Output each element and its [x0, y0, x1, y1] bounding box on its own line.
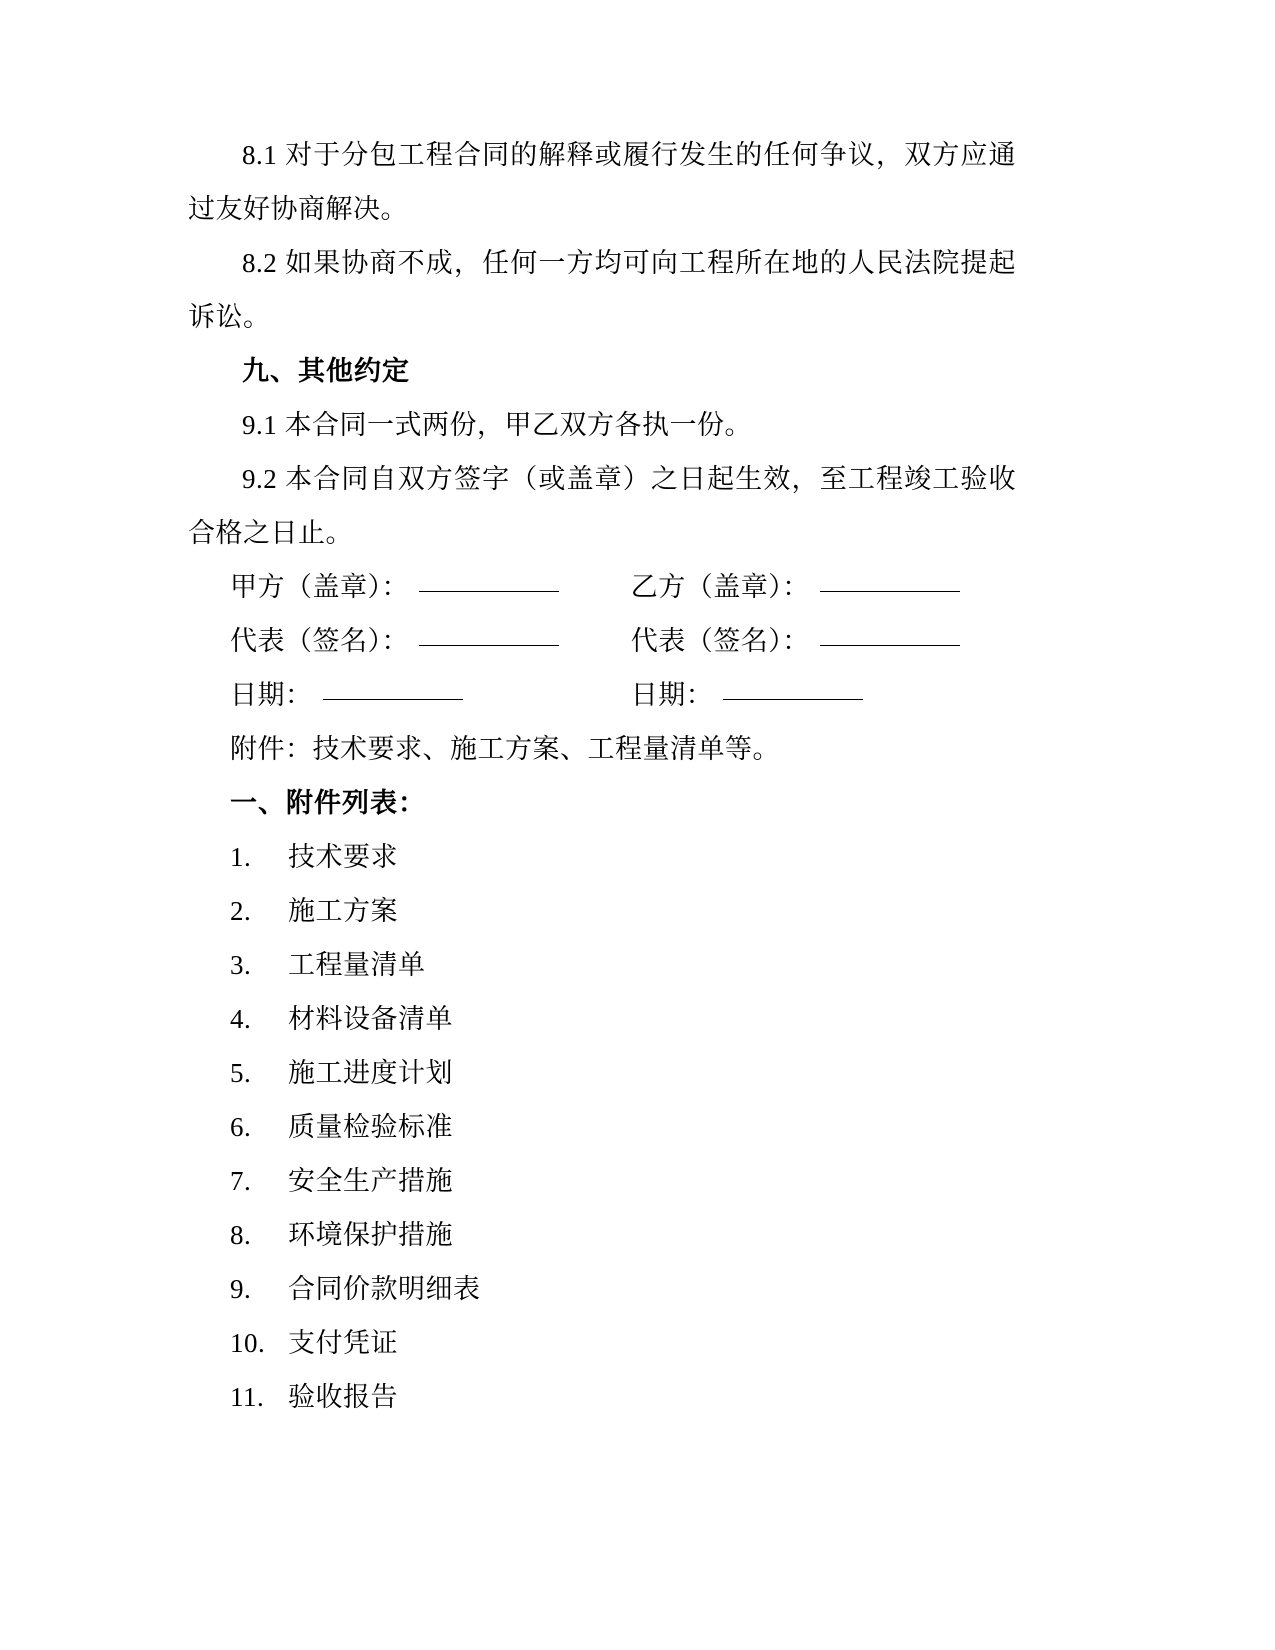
signature-row-date [188, 668, 1016, 722]
list-item-label: 技术要求 [288, 842, 398, 872]
list-item-number: 9. [230, 1274, 252, 1304]
list-item-number: 5. [230, 1058, 252, 1088]
party-a-seal-label: 甲方（盖章）： [230, 572, 409, 602]
list-item-label: 材料设备清单 [288, 1004, 453, 1034]
list-item-number: 6. [230, 1112, 252, 1142]
list-item-number: 7. [230, 1166, 252, 1196]
attachment-list-heading: 一、附件列表： [230, 788, 426, 818]
attachment-note: 附件：技术要求、施工方案、工程量清单等。 [230, 734, 780, 764]
list-item [188, 1100, 1016, 1154]
signature-row-representative [188, 614, 1016, 668]
paragraph-clause-8-2: 8.2 如果协商不成，任何一方均可向工程所在地的人民法院提起诉讼。 [188, 248, 1016, 332]
party-b-date-blank[interactable] [723, 698, 863, 700]
party-a-date-blank[interactable] [323, 698, 463, 700]
signature-block [188, 560, 1016, 722]
party-a-date-field [230, 668, 631, 722]
list-item-number: 11. [230, 1382, 265, 1412]
list-item [188, 1370, 1016, 1424]
paragraph-clause-8-1: 8.1 对于分包工程合同的解释或履行发生的任何争议，双方应通过友好协商解决。 [188, 140, 1016, 224]
party-b-representative-field [631, 614, 1016, 668]
list-item [188, 1262, 1016, 1316]
list-item [188, 1154, 1016, 1208]
list-item-number: 8. [230, 1220, 252, 1250]
list-item [188, 1046, 1016, 1100]
paragraph-clause-9-1: 9.1 本合同一式两份，甲乙双方各执一份。 [242, 410, 752, 440]
list-item-label: 安全生产措施 [288, 1166, 453, 1196]
list-item-label: 环境保护措施 [288, 1220, 453, 1250]
document-body [188, 128, 1016, 1424]
party-a-representative-field [230, 614, 631, 668]
list-item [188, 830, 1016, 884]
list-item [188, 884, 1016, 938]
list-item-number: 2. [230, 896, 252, 926]
section-heading-other-terms: 九、其他约定 [242, 356, 410, 386]
party-a-date-label: 日期： [230, 680, 313, 710]
list-item [188, 992, 1016, 1046]
party-b-date-label: 日期： [630, 680, 714, 710]
list-item-label: 施工方案 [288, 896, 398, 926]
attachment-list [188, 830, 1016, 1424]
list-item [188, 938, 1016, 992]
paragraph-clause-9-2: 9.2 本合同自双方签字（或盖章）之日起生效，至工程竣工验收合格之日止。 [188, 464, 1016, 548]
party-b-representative-blank[interactable] [820, 644, 960, 646]
party-b-representative-label: 代表（签名）： [630, 626, 810, 656]
party-a-seal-blank[interactable] [419, 590, 559, 592]
list-item-number: 1. [230, 842, 252, 872]
party-b-seal-field [631, 560, 1016, 614]
list-item-number: 4. [230, 1004, 252, 1034]
party-b-seal-label: 乙方（盖章）： [630, 572, 810, 602]
list-item-label: 支付凭证 [288, 1328, 398, 1358]
list-item-label: 合同价款明细表 [288, 1274, 481, 1304]
party-a-representative-label: 代表（签名）： [230, 626, 409, 656]
list-item-label: 工程量清单 [288, 950, 426, 980]
list-item-label: 质量检验标准 [288, 1112, 453, 1142]
party-a-representative-blank[interactable] [419, 644, 559, 646]
party-b-seal-blank[interactable] [820, 590, 960, 592]
list-item-number: 3. [230, 950, 252, 980]
signature-row-seal [188, 560, 1016, 614]
list-item-label: 施工进度计划 [288, 1058, 453, 1088]
list-item [188, 1208, 1016, 1262]
list-item [188, 1316, 1016, 1370]
party-a-seal-field [230, 560, 631, 614]
party-b-date-field [631, 668, 1016, 722]
list-item-number: 10. [230, 1328, 266, 1358]
list-item-label: 验收报告 [288, 1382, 398, 1412]
